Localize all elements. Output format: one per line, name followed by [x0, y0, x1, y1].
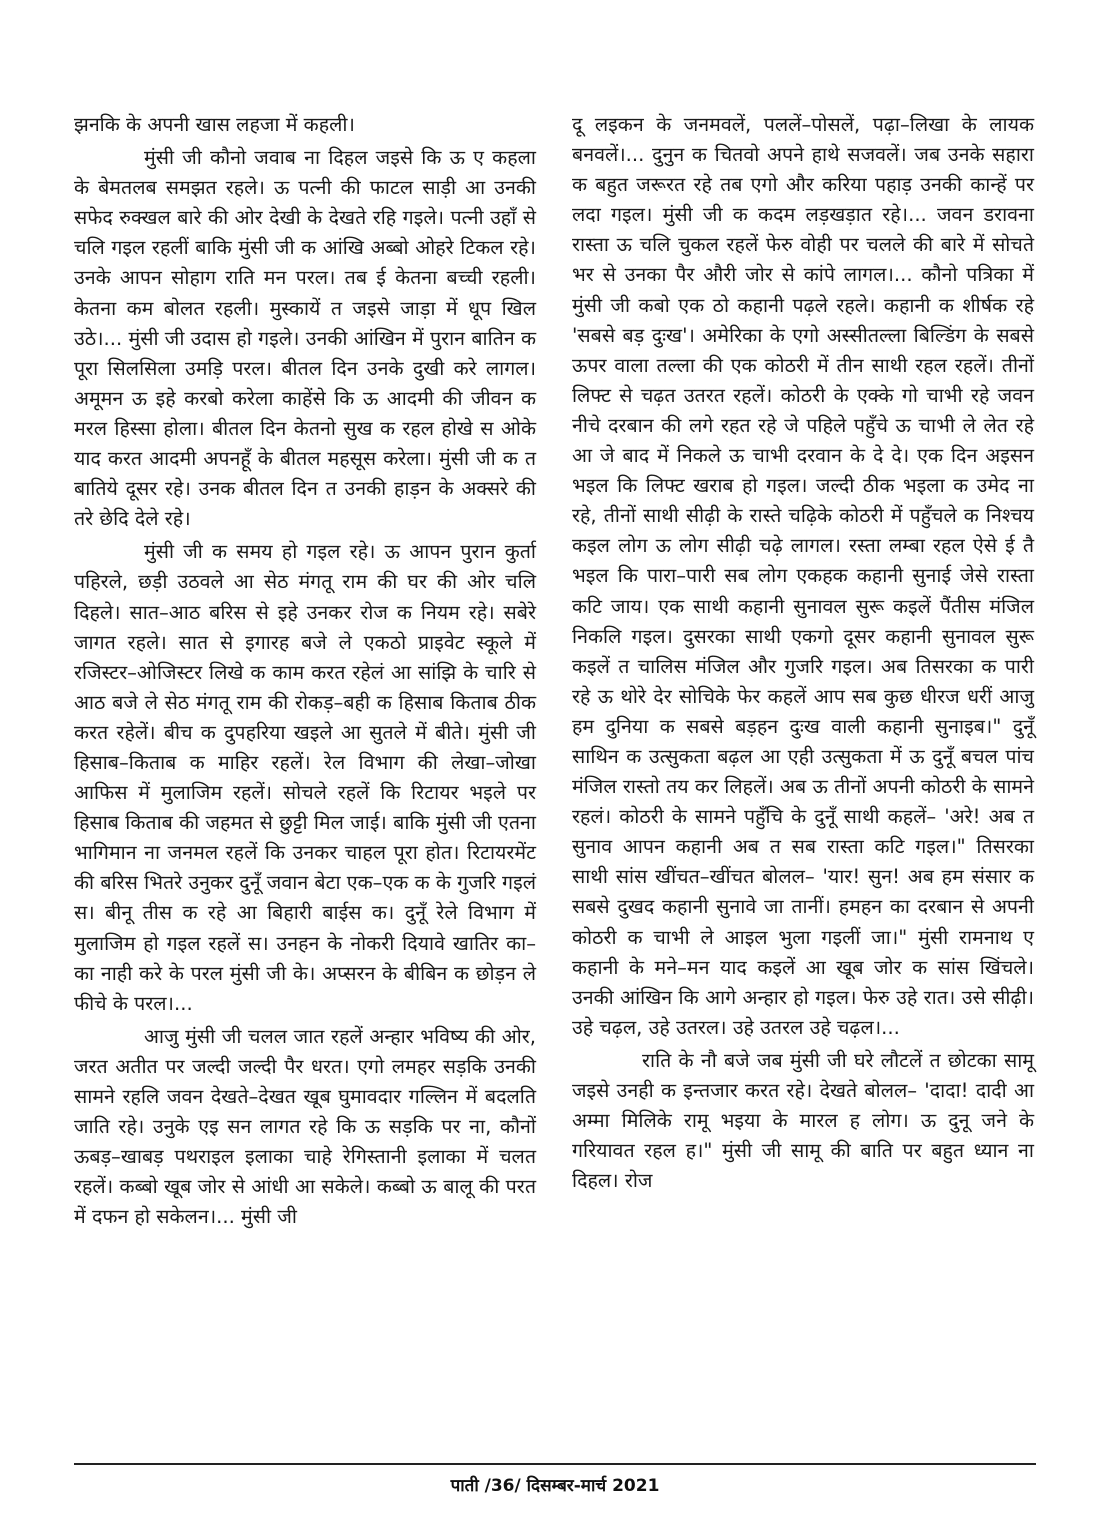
- paragraph: झनकि के अपनी खास लहजा में कहली।: [74, 113, 355, 136]
- left-column: [74, 110, 536, 1232]
- right-column: [572, 110, 1034, 1196]
- page-footer: पाती /36/ दिसम्बर-मार्च 2021: [450, 1476, 660, 1496]
- paragraph: मुंसी जी कौनो जवाब ना दिहल जइसे कि ऊ ए कहला के बेमतलब समझत रहले। ऊ पत्नी की फाटल साड़ी आ उनकी सफेद रुक्खल बारे की ओर देखी के देखते रहि गइले। पत्नी उहाँ से चलि गइल रहलीं बाकि मुंसी जी क आंखि अब्बो ओहरे टिकल रहे। उनके आपन सोहाग राति मन परल। तब ई केतना बच्ची रहली। केतना कम बोलत रहली। मुस्कायें त जइसे जाड़ा में धूप खिल उठे।... मुंसी जी उदास हो गइले। उनकी आंखिन में पुरान बातिन क पूरा सिलसिला उमड़ि परल। बीतल दिन उनके दुखी करे लागल। अमूमन ऊ इहे करबो करेला काहेंसे कि ऊ आदमी की जीवन क मरल हिस्सा होला। बीतल दिन केतनो सुख क रहल होखे स ओके याद करत आदमी अपनहूँ के बीतल महसूस करेला। मुंसी जी क त बातिये दूसर रहे। उनक बीतल दिन त उनकी हाड़न के अक्सरे की तरे छेदि देले रहे।: [74, 146, 536, 531]
- paragraph: दू लइकन के जनमवलें, पललें–पोसलें, पढ़ा–लिखा के लायक बनवलें।... दुनुन क चितवो अपने हाथे सजवलें। जब उनके सहारा क बहुत जरूरत रहे तब एगो और करिया पहाड़ उनकी कान्हें पर लदा गइल। मुंसी जी क कदम लड़खड़ात रहे।... जवन डरावना रास्ता ऊ चलि चुकल रहलें फेरु वोही पर चलले की बारे में सोचते भर से उनका पैर औरी जोर से कांपे लागल।... कौनो पत्रिका में मुंसी जी कबो एक ठो कहानी पढ़ले रहले। कहानी क शीर्षक रहे 'सबसे बड़ दुःख'। अमेरिका के एगो अस्सीतल्ला बिल्डिंग के सबसे ऊपर वाला तल्ला की एक कोठरी में तीन साथी रहल रहलें। तीनों लिफ्ट से चढ़त उतरत रहलें। कोठरी के एक्के गो चाभी रहे जवन नीचे दरबान की लगे रहत रहे जे पहिले पहुँचे ऊ चाभी ले लेत रहे आ जे बाद में निकले ऊ चाभी दरवान के दे दे। एक दिन अइसन भइल कि लिफ्ट खराब हो गइल। जल्दी ठीक भइला क उमेद ना रहे, तीनों साथी सीढ़ी के रास्ते चढ़िके कोठरी में पहुँचले क निश्चय कइल लोग ऊ लोग सीढ़ी चढ़े लागल। रस्ता लम्बा रहल ऐसे ई तै भइल कि पारा–पारी सब लोग एकहक कहानी सुनाई जेसे रास्ता कटि जाय। एक साथी कहानी सुनावल सुरू कइलें पैंतीस मंजिल निकलि गइल। दुसरका साथी एकगो दूसर कहानी सुनावल सुरू कइलें त चालिस मंजिल और गुजरि गइल। अब तिसरका क पारी रहे ऊ थोरे देर सोचिके फेर कहलें आप सब कुछ धीरज धरीं आजु हम दुनिया क सबसे बड़हन दुःख वाली कहानी सुनाइब।" दुनूँ साथिन क उत्सुकता बढ़ल आ एही उत्सुकता में ऊ दुनूँ बचल पांच मंजिल रास्तो तय कर लिहलें। अब ऊ तीनों अपनी कोठरी के सामने रहलं। कोठरी के सामने पहुँचि के दुनूँ साथी कहलें– 'अरे! अब त सुनाव आपन कहानी अब त सब रास्ता कटि गइल।" तिसरका साथी सांस खींचत–खींचत बोलल– 'यार! सुन! अब हम संसार क सबसे दुखद कहानी सुनावे जा तानीं। हमहन का दरबान से अपनी कोठरी क चाभी ले आइल भुला गइलीं जा।" मुंसी रामनाथ ए कहानी के मने–मन याद कइलें आ खूब जोर क सांस खिंचले। उनकी आंखिन कि आगे अन्हार हो गइल। फेरु उहे रात। उसे सीढ़ी। उहे चढ़ल, उहे उतरल। उहे उतरल उहे चढ़ल।...: [572, 113, 1034, 1039]
- paragraph: राति के नौ बजे जब मुंसी जी घरे लौटलें त छोटका सामू जइसे उनही क इन्तजार करत रहे। देखते बोलल– 'दादा! दादी आ अम्मा मिलिके रामू भइया के मारल ह लोग। ऊ दुनू जने के गरियावत रहल ह।" मुंसी जी सामू की बाति पर बहुत ध्यान ना दिहल। रोज: [572, 1048, 1034, 1193]
- paragraph: मुंसी जी क समय हो गइल रहे। ऊ आपन पुरान कुर्ता पहिरले, छड़ी उठवले आ सेठ मंगतू राम की घर की ओर चलि दिहले। सात–आठ बरिस से इहे उनकर रोज क नियम रहे। सबेरे जागत रहले। सात से इगारह बजे ले एकठो प्राइवेट स्कूले में रजिस्टर–ओजिस्टर लिखे क काम करत रहेलं आ सांझि के चारि से आठ बजे ले सेठ मंगतू राम की रोकड़–बही क हिसाब किताब ठीक करत रहेलें। बीच क दुपहरिया खइले आ सुतले में बीते। मुंसी जी हिसाब–किताब क माहिर रहलें। रेल विभाग की लेखा–जोखा आफिस में मुलाजिम रहलें। सोचले रहलें कि रिटायर भइले पर हिसाब किताब की जहमत से छुट्टी मिल जाई। बाकि मुंसी जी एतना भागिमान ना जनमल रहलें कि उनकर चाहल पूरा होत। रिटायरमेंट की बरिस भितरे उनुकर दुनूँ जवान बेटा एक–एक क के गुजरि गइलं स। बीनू तीस क रहे आ बिहारी बाईस क। दुनूँ रेले विभाग में मुलाजिम हो गइल रहलें स। उनहन के नोकरी दियावे खातिर का–का नाही करे के परल मुंसी जी के। अप्सरन के बीबिन क छोड़न ले फीचे के परल।...: [74, 540, 536, 1015]
- footer-divider: [74, 1463, 1036, 1465]
- paragraph: आजु मुंसी जी चलल जात रहलें अन्हार भविष्य की ओर, जरत अतीत पर जल्दी जल्दी पैर धरत। एगो लमहर सड़कि उनकी सामने रहलि जवन देखते–देखत खूब घुमावदार गल्लिन में बदलति जाति रहे। उनुके एइ सन लागत रहे कि ऊ सड़कि पर ना, कौनों ऊबड़–खाबड़ पथराइल इलाका चाहे रेगिस्तानी इलाका में चलत रहलें। कब्बो खूब जोर से आंधी आ सकेले। कब्बो ऊ बालू की परत में दफन हो सकेलन।... मुंसी जी: [74, 1024, 536, 1229]
